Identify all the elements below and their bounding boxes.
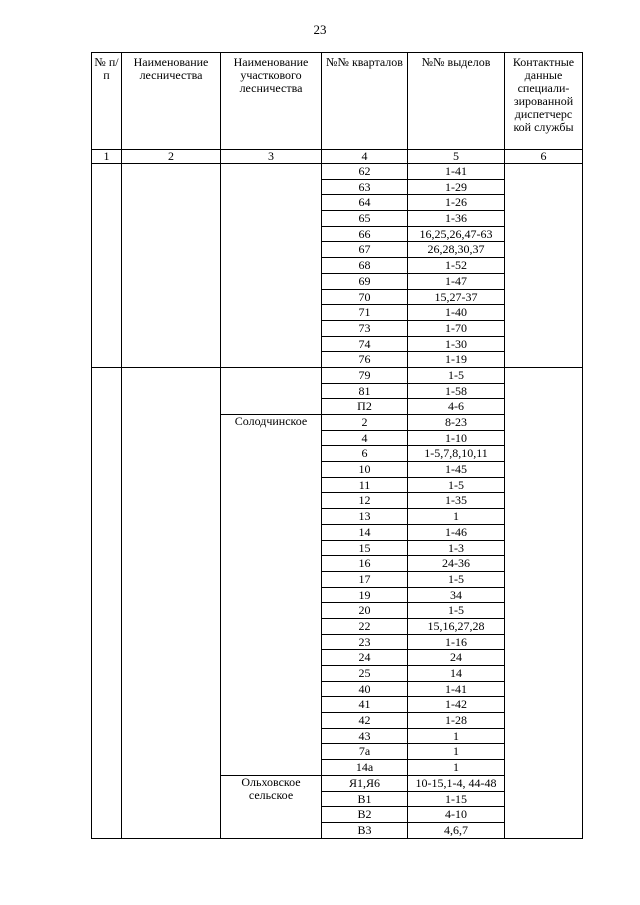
- quarter-cell: 70: [322, 289, 408, 305]
- plots-cell: 1-29: [408, 179, 505, 195]
- table-body: [92, 164, 583, 839]
- header-forestry: Наименование лесничества: [122, 53, 221, 150]
- plots-cell: 1-16: [408, 634, 505, 650]
- quarter-cell: 24: [322, 650, 408, 666]
- plots-cell: 24: [408, 650, 505, 666]
- district-name-solodchinskoe: Солодчинское: [221, 415, 322, 776]
- plots-cell: 1-52: [408, 258, 505, 274]
- plots-cell: 1-40: [408, 305, 505, 321]
- quarter-cell: П2: [322, 399, 408, 415]
- plots-cell: 16,25,26,47-63: [408, 226, 505, 242]
- quarter-cell: 7а: [322, 744, 408, 760]
- column-number-row: [92, 150, 583, 164]
- header-quarters: №№ кварталов: [322, 53, 408, 150]
- plots-cell: 15,27-37: [408, 289, 505, 305]
- forestry-table: [91, 52, 583, 839]
- plots-cell: 1-3: [408, 540, 505, 556]
- plots-cell: 1-47: [408, 273, 505, 289]
- quarter-cell: В2: [322, 807, 408, 823]
- plots-cell: 1-58: [408, 383, 505, 399]
- quarter-cell: 15: [322, 540, 408, 556]
- contacts-cell-empty: [505, 367, 583, 838]
- quarter-cell: 20: [322, 603, 408, 619]
- plots-cell: 1-5: [408, 603, 505, 619]
- plots-cell: 1-41: [408, 164, 505, 180]
- plots-cell: 1: [408, 760, 505, 776]
- quarter-cell: 14а: [322, 760, 408, 776]
- quarter-cell: 69: [322, 273, 408, 289]
- plots-cell: 14: [408, 666, 505, 682]
- plots-cell: 1-10: [408, 430, 505, 446]
- quarter-cell: В1: [322, 791, 408, 807]
- quarter-cell: 79: [322, 367, 408, 383]
- district-cell-empty: [221, 164, 322, 368]
- plots-cell: 1: [408, 728, 505, 744]
- plots-cell: 1: [408, 509, 505, 525]
- plots-cell: 1-42: [408, 697, 505, 713]
- plots-cell: 34: [408, 587, 505, 603]
- quarter-cell: 43: [322, 728, 408, 744]
- plots-cell: 1-5,7,8,10,11: [408, 446, 505, 462]
- forestry-cell-empty: [122, 367, 221, 838]
- plots-cell: 15,16,27,28: [408, 618, 505, 634]
- quarter-cell: В3: [322, 822, 408, 838]
- quarter-cell: 41: [322, 697, 408, 713]
- column-number: 1: [92, 150, 122, 164]
- num-cell-empty: [92, 164, 122, 368]
- quarter-cell: 23: [322, 634, 408, 650]
- plots-cell: 1-26: [408, 195, 505, 211]
- quarter-cell: 74: [322, 336, 408, 352]
- header-plots: №№ выделов: [408, 53, 505, 150]
- forestry-cell-empty: [122, 164, 221, 368]
- quarter-cell: 6: [322, 446, 408, 462]
- header-district-forestry: Наименование участкового лесничества: [221, 53, 322, 150]
- quarter-cell: 62: [322, 164, 408, 180]
- quarter-cell: Я1,Я6: [322, 775, 408, 791]
- plots-cell: 26,28,30,37: [408, 242, 505, 258]
- column-number: 6: [505, 150, 583, 164]
- plots-cell: 1-41: [408, 681, 505, 697]
- quarter-cell: 65: [322, 211, 408, 227]
- quarter-cell: 12: [322, 493, 408, 509]
- quarter-cell: 22: [322, 618, 408, 634]
- table-row: [92, 367, 583, 383]
- table-row: [92, 164, 583, 180]
- plots-cell: 4-6: [408, 399, 505, 415]
- quarter-cell: 17: [322, 571, 408, 587]
- quarter-cell: 2: [322, 415, 408, 431]
- quarter-cell: 64: [322, 195, 408, 211]
- quarter-cell: 71: [322, 305, 408, 321]
- plots-cell: 1-5: [408, 477, 505, 493]
- quarter-cell: 73: [322, 320, 408, 336]
- quarter-cell: 76: [322, 352, 408, 368]
- header-contacts: Контактные данные специали-зированной диспетчерс кой службы: [505, 53, 583, 150]
- plots-cell: 1-28: [408, 713, 505, 729]
- quarter-cell: 13: [322, 509, 408, 525]
- plots-cell: 1-45: [408, 462, 505, 478]
- plots-cell: 1-30: [408, 336, 505, 352]
- plots-cell: 1-15: [408, 791, 505, 807]
- quarter-cell: 4: [322, 430, 408, 446]
- plots-cell: 1: [408, 744, 505, 760]
- plots-cell: 1-5: [408, 571, 505, 587]
- quarter-cell: 10: [322, 462, 408, 478]
- column-number: 2: [122, 150, 221, 164]
- plots-cell: 1-70: [408, 320, 505, 336]
- plots-cell: 4-10: [408, 807, 505, 823]
- num-cell-empty: [92, 367, 122, 838]
- plots-cell: 1-5: [408, 367, 505, 383]
- quarter-cell: 68: [322, 258, 408, 274]
- district-cell-empty: [221, 367, 322, 414]
- column-number: 5: [408, 150, 505, 164]
- plots-cell: 4,6,7: [408, 822, 505, 838]
- quarter-cell: 16: [322, 556, 408, 572]
- header-num: № п/п: [92, 53, 122, 150]
- column-number: 3: [221, 150, 322, 164]
- plots-cell: 1-19: [408, 352, 505, 368]
- quarter-cell: 42: [322, 713, 408, 729]
- plots-cell: 1-36: [408, 211, 505, 227]
- contacts-cell-empty: [505, 164, 583, 368]
- plots-cell: 24-36: [408, 556, 505, 572]
- page-number: 23: [313, 22, 327, 37]
- plots-cell: 10-15,1-4, 44-48: [408, 775, 505, 791]
- quarter-cell: 81: [322, 383, 408, 399]
- plots-cell: 1-35: [408, 493, 505, 509]
- quarter-cell: 25: [322, 666, 408, 682]
- quarter-cell: 19: [322, 587, 408, 603]
- plots-cell: 1-46: [408, 524, 505, 540]
- plots-cell: 8-23: [408, 415, 505, 431]
- quarter-cell: 63: [322, 179, 408, 195]
- header-row: [92, 53, 583, 150]
- quarter-cell: 66: [322, 226, 408, 242]
- quarter-cell: 14: [322, 524, 408, 540]
- quarter-cell: 67: [322, 242, 408, 258]
- quarter-cell: 11: [322, 477, 408, 493]
- district-name-olkhovskoe: Ольховское сельское: [221, 775, 322, 838]
- quarter-cell: 40: [322, 681, 408, 697]
- column-number: 4: [322, 150, 408, 164]
